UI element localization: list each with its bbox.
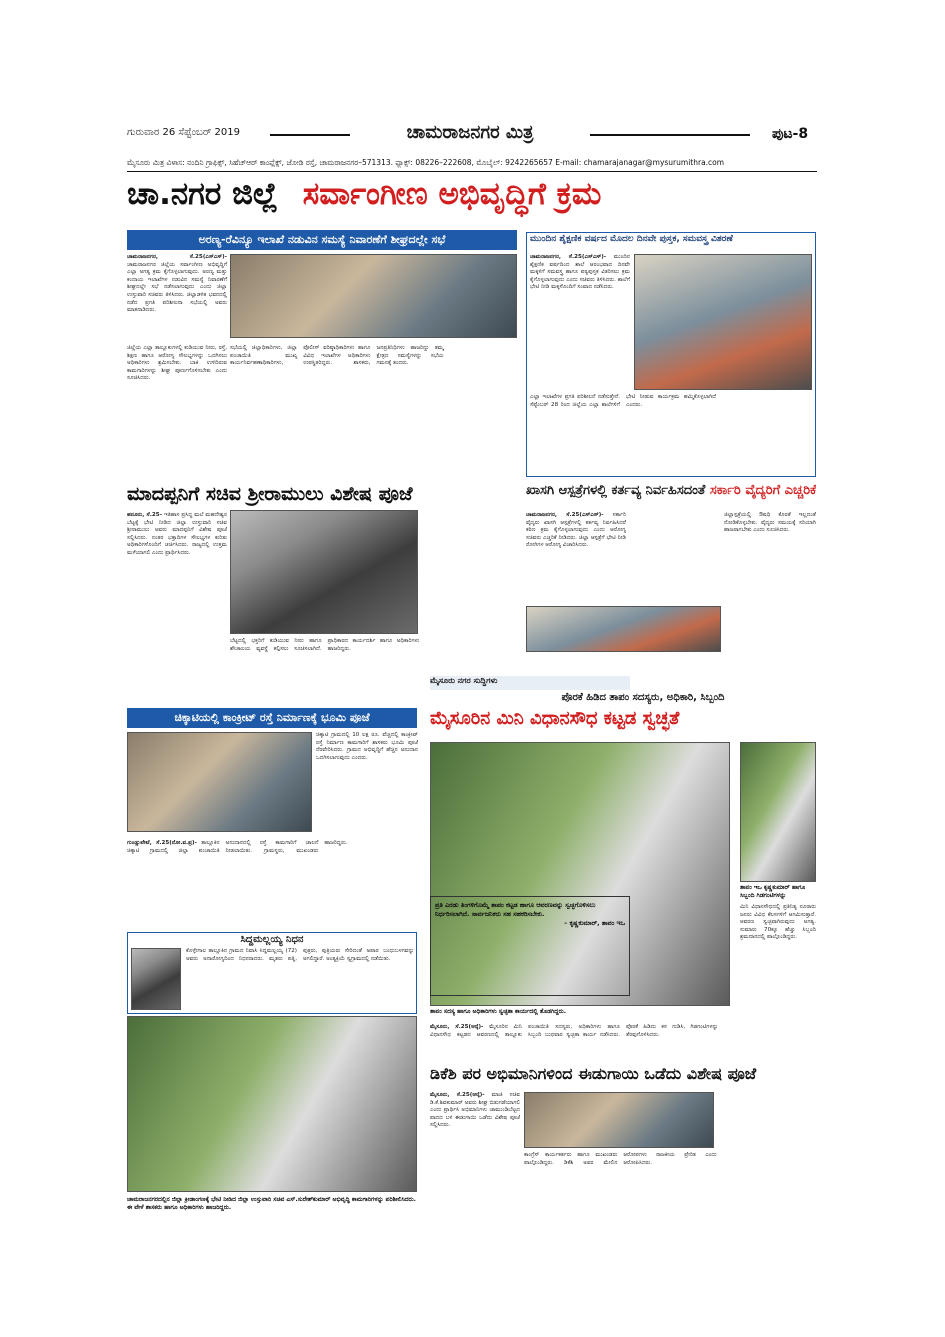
- mysuru-quote-author: – ಕೃಷ್ಣಕುಮಾರ್, ತಾಪಂ ಇಒ: [564, 919, 625, 927]
- story2-body: [530, 254, 630, 390]
- story2-body2: ಎಲ್ಲಾ ಇಲಾಖೆಗಳ ಪ್ರಗತಿ ಪರಿಶೀಲನೆ ನಡೆಸುತ್ತೇನೆ. ಸೆಪ್ಟೆಂಬರ್ 28 ರಿಂದ ಜಿಲ್ಲೆಯ ಎಲ್ಲಾ ಶಾಲೆಗಳಿಗೆ ಭೇಟಿ ನೀಡುವ ಕಾರ್ಯಕ್ರಮ ಹಮ್ಮಿಕೊಳ್ಳಲಾಗಿದೆ ಎಂದರು.: [530, 394, 716, 408]
- masthead-rule-left: [270, 134, 350, 136]
- story3-body2: ಬೆಟ್ಟದಲ್ಲಿ ಭಕ್ತರಿಗೆ ಕುಡಿಯುವ ನೀರು ಹಾಗೂ ಶೌಚಾಲಯ ವ್ಯವಸ್ಥೆ ಕಲ್ಪಿಸಲು ಸೂಚಿಸಲಾಗಿದೆ. ಪ್ರಾಧಿಕಾರದ ಕಾರ್ಯದರ್ಶಿ ಹಾಗೂ ಅಧಿಕಾರಿಗಳು ಹಾಜರಿದ್ದರು.: [230, 638, 420, 652]
- story1-dateline: ಚಾಮರಾಜನಗರ, ಸೆ.25(ಎಸ್‍ಎಸ್)-: [127, 254, 227, 260]
- story5-body2: [127, 840, 417, 930]
- story3-photo: [230, 510, 418, 634]
- story5-headline: ಚಿಕ್ಕಾಟಿಯಲ್ಲಿ ಕಾಂಕ್ರೀಟ್ ರಸ್ತೆ ನಿರ್ಮಾಣಕ್ಕೆ ಭೂಮಿ ಪೂಜೆ: [127, 708, 417, 728]
- story7-body-text: ಮಾಜಿ ಸಚಿವ ಡಿ.ಕೆ.ಶಿವಕುಮಾರ್ ಅವರು ಶೀಘ್ರ ಬಿಡುಗಡೆಯಾಗಲಿ ಎಂದು ಪ್ರಾರ್ಥಿಸಿ ಅಭಿಮಾನಿಗಳು ಚಾಮುಂಡಿಬೆಟ್ಟದ ಪಾದದ ಬಳಿ ಈಡುಗಾಯಿ ಒಡೆದು ವಿಶೇಷ ಪೂಜೆ ಸಲ್ಲಿಸಿದರು.: [430, 1092, 520, 1129]
- story5-photo: [127, 732, 312, 832]
- story2-photo: [634, 254, 812, 390]
- mysuru-quote: [430, 896, 630, 996]
- info-rule: [127, 171, 817, 172]
- mysuru-caption-left: ತಾಪಂ ಸದಸ್ಯ ಹಾಗೂ ಅಧಿಕಾರಿಗಳು ಸ್ವಚ್ಛತಾ ಕಾರ್ಯದಲ್ಲಿ ತೊಡಗಿದ್ದರು.: [430, 1008, 567, 1015]
- story4-body: [526, 512, 626, 602]
- story1-headline: ಅರಣ್ಯ-ರೆವಿನ್ಯೂ ಇಲಾಖೆ ನಡುವಿನ ಸಮಸ್ಯೆ ನಿವಾರಣೆಗೆ ಶೀಘ್ರದಲ್ಲೇ ಸಭೆ: [127, 230, 517, 250]
- paper-name: ಚಾಮರಾಜನಗರ ಮಿತ್ರ: [406, 122, 534, 143]
- page-label: ಪುಟ-8: [772, 126, 809, 142]
- story4-headline-red: ಸರ್ಕಾರಿ ವೈದ್ಯರಿಗೆ ಎಚ್ಚರಿಕೆ: [709, 483, 816, 498]
- story5-body: ಚಿಕ್ಕಾಟಿ ಗ್ರಾಮದಲ್ಲಿ 10 ಲಕ್ಷ ರೂ. ವೆಚ್ಚದಲ್ಲಿ ಕಾಂಕ್ರೀಟ್ ರಸ್ತೆ ನಿರ್ಮಾಣ ಕಾಮಗಾರಿಗೆ ಶಾಸಕರು ಭೂಮಿ ಪೂಜೆ ನೆರವೇರಿಸಿದರು. ಗ್ರಾಮದ ಅಭಿವೃದ್ಧಿಗೆ ಹೆಚ್ಚಿನ ಅನುದಾನ ಒದಗಿಸಲಾಗುವುದು ಎಂದರು.: [316, 732, 418, 761]
- story3-body: [127, 512, 227, 702]
- story1-body2: ಜಿಲ್ಲೆಯ ಎಲ್ಲಾ ತಾಲ್ಲೂಕುಗಳಲ್ಲಿ ಕುಡಿಯುವ ನೀರು, ರಸ್ತೆ, ಶಿಕ್ಷಣ ಹಾಗೂ ಆರೋಗ್ಯ ಸೌಲಭ್ಯಗಳನ್ನು ಒದಗಿಸಲು ಅಧಿಕಾರಿಗಳು ಶ್ರಮಿಸಬೇಕು. ಬಾಕಿ ಉಳಿದಿರುವ ಕಾಮಗಾರಿಗಳನ್ನು ಶೀಘ್ರ ಪೂರ್ಣಗೊಳಿಸಬೇಕು ಎಂದು ಸೂಚಿಸಿದರು.: [127, 345, 227, 382]
- story7-dateline: ಮೈಸೂರು, ಸೆ.25(ಆರ್‍ಕೆ)-: [430, 1092, 485, 1098]
- story4-photo: [526, 606, 721, 652]
- lead-headline: [127, 176, 817, 220]
- story3-body-text: ಇತಿಹಾಸ ಪ್ರಸಿದ್ಧ ಮಲೆ ಮಹದೇಶ್ವರ ಬೆಟ್ಟಕ್ಕೆ ಭೇಟಿ ನೀಡಿದ ಜಿಲ್ಲಾ ಉಸ್ತುವಾರಿ ಸಚಿವ ಶ್ರೀರಾಮುಲು ಅವರು ಮಾದಪ್ಪನಿಗೆ ವಿಶೇಷ ಪೂಜೆ ಸಲ್ಲಿಸಿದರು. ನಂತರ ಭಕ್ತಾದಿಗಳ ಸೌಲಭ್ಯಗಳ ಕುರಿತು ಅಧಿಕಾರಿಗಳೊಂದಿಗೆ ಚರ್ಚಿಸಿದರು. ರಾಜ್ಯದಲ್ಲಿ ಉತ್ತಮ ಮಳೆಯಾಗಲಿ ಎಂದು ಪ್ರಾರ್ಥಿಸಿದರು.: [127, 512, 227, 556]
- story4-headline-black: ಖಾಸಗಿ ಆಸ್ಪತ್ರೆಗಳಲ್ಲಿ ಕರ್ತವ್ಯ ನಿರ್ವಹಿಸದಂತೆ: [526, 483, 706, 498]
- bottom-left-caption: ಚಾಮರಾಜನಗರದಲ್ಲಿನ ಜಿಲ್ಲಾ ಕ್ರೀಡಾಂಗಣಕ್ಕೆ ಭೇಟಿ ನೀಡಿದ ಜಿಲ್ಲಾ ಉಸ್ತುವಾರಿ ಸಚಿವ ಎಸ್.ಸುರೇಶ್‍ಕುಮಾರ್ ಅಭಿವೃದ್ಧಿ ಕಾಮಗಾರಿಗಳನ್ನು ಪರಿಶೀಲಿಸಿದರು. ಈ ವೇಳೆ ಶಾಸಕರು ಹಾಗೂ ಅಧಿಕಾರಿಗಳು ಹಾಜರಿದ್ದರು.: [127, 1196, 416, 1211]
- mysuru-dateline: ಮೈಸೂರು, ಸೆ.25(ಆರ್‍ಕೆ)-: [430, 1024, 484, 1030]
- mysuru-body2: ಮಿನಿ ವಿಧಾನಸೌಧದಲ್ಲಿ ಪ್ರತಿನಿತ್ಯ ನೂರಾರು ಜನರು ವಿವಿಧ ಕೆಲಸಗಳಿಗೆ ಆಗಮಿಸುತ್ತಾರೆ. ಆವರಣ ಸ್ವಚ್ಛವಾಗಿರುವುದು ಅಗತ್ಯ. ಸುಮಾರು 70ಕ್ಕೂ ಹೆಚ್ಚು ಸಿಬ್ಬಂದಿ ಶ್ರಮದಾನದಲ್ಲಿ ಪಾಲ್ಗೊಂಡಿದ್ದರು.: [740, 904, 816, 941]
- mysuru-body-text: ಮೈಸೂರಿನ ಮಿನಿ ವಿಧಾನಸೌಧ ಕಟ್ಟಡದ ಆವರಣದಲ್ಲಿ ತಾಲ್ಲೂಕು ಪಂಚಾಯಿತಿ ಸದಸ್ಯರು, ಅಧಿಕಾರಿಗಳು ಹಾಗೂ ಸಿಬ್ಬಂದಿ ಬುಧವಾರ ಸ್ವಚ್ಛತಾ ಕಾರ್ಯ ನಡೆಸಿದರು. ಪೊರಕೆ ಹಿಡಿದು ಕಸ ಗುಡಿಸಿ, ಗಿಡಗಂಟಿಗಳನ್ನು ತೆರವುಗೊಳಿಸಿದರು.: [430, 1024, 718, 1038]
- story4-headline: [526, 483, 816, 509]
- story7-body: [430, 1092, 520, 1216]
- story1-body1: ಚಾಮರಾಜನಗರ ಜಿಲ್ಲೆಯ ಸರ್ವಾಂಗೀಣ ಅಭಿವೃದ್ಧಿಗೆ ಎಲ್ಲಾ ಅಗತ್ಯ ಕ್ರಮ ಕೈಗೊಳ್ಳಲಾಗುವುದು. ಅರಣ್ಯ ಮತ್ತು ಕಂದಾಯ ಇಲಾಖೆಗಳ ನಡುವಿನ ಸಮಸ್ಯೆ ನಿವಾರಣೆಗೆ ಶೀಘ್ರದಲ್ಲೇ ಸಭೆ ನಡೆಸಲಾಗುವುದು ಎಂದು ಜಿಲ್ಲಾ ಉಸ್ತುವಾರಿ ಸಚಿವರು ತಿಳಿಸಿದರು. ಜಿಲ್ಲಾಡಳಿತ ಭವನದಲ್ಲಿ ನಡೆದ ಪ್ರಗತಿ ಪರಿಶೀಲನಾ ಸಭೆಯಲ್ಲಿ ಅವರು ಮಾತನಾಡಿದರು.: [127, 261, 227, 314]
- obituary-photo: [131, 948, 181, 1010]
- story2-dateline: ಚಾಮರಾಜನಗರ, ಸೆ.25(ಎಸ್‍ಎಸ್)-: [530, 254, 607, 260]
- story2-headline: ಮುಂದಿನ ಶೈಕ್ಷಣಿಕ ವರ್ಷದ ಮೊದಲ ದಿನವೇ ಪುಸ್ತಕ, ಸಮವಸ್ತ್ರ ವಿತರಣೆ: [530, 234, 733, 244]
- mysuru-caption-right: ತಾಪಂ ಇಒ ಕೃಷ್ಣಕುಮಾರ್ ಹಾಗೂ ಸಿಬ್ಬಂದಿ ಗಿಡಗಂಟಿಗಳನ್ನು: [740, 884, 806, 899]
- story4-dateline: ಚಾಮರಾಜನಗರ, ಸೆ.25(ಎಸ್‍ಎಸ್)-: [526, 512, 604, 518]
- story5-dateline: ಗುಂಡ್ಲುಪೇಟೆ, ಸೆ.25(ನೋ.ವ.ಪ್ರ)-: [127, 840, 197, 846]
- story1-photo: [230, 254, 517, 338]
- obituary-title: ಸಿದ್ದಮಲ್ಲಯ್ಯ ನಿಧನ: [240, 934, 304, 945]
- story4-body-text: ಸರ್ಕಾರಿ ವೈದ್ಯರು ಖಾಸಗಿ ಆಸ್ಪತ್ರೆಗಳಲ್ಲಿ ಕರ್ತವ್ಯ ನಿರ್ವಹಿಸಿದರೆ ಕಠಿಣ ಕ್ರಮ ಕೈಗೊಳ್ಳಲಾಗುವುದು ಎಂದು ಆರೋಗ್ಯ ಸಚಿವರು ಎಚ್ಚರಿಕೆ ನೀಡಿದರು. ಜಿಲ್ಲಾ ಆಸ್ಪತ್ರೆಗೆ ಭೇಟಿ ನೀಡಿ ರೋಗಿಗಳ ಆರೋಗ್ಯ ವಿಚಾರಿಸಿದರು.: [526, 512, 626, 549]
- story3-dateline: ಹನೂರು, ಸೆ.25-: [127, 512, 165, 518]
- story7-body2: ಕಾಂಗ್ರೆಸ್ ಕಾರ್ಯಕರ್ತರು ಹಾಗೂ ಮುಖಂಡರು ಪಾಲ್ಗೊಂಡಿದ್ದರು. ಡಿಕೆಶಿ ಅವರ ಮೇಲಿನ ಆರೋಪಗಳು ರಾಜಕೀಯ ಪ್ರೇರಿತ ಎಂದು ಆರೋಪಿಸಿದರು.: [524, 1152, 717, 1166]
- masthead-rule-right: [590, 134, 750, 136]
- mysuru-tag: ಮೈಸೂರು ನಗರ ಸುದ್ದಿಗಳು: [430, 676, 630, 690]
- story2-body-text: ಮುಂದಿನ ಶೈಕ್ಷಣಿಕ ವರ್ಷದಿಂದ ಶಾಲೆ ಆರಂಭವಾದ ದಿನವೇ ಮಕ್ಕಳಿಗೆ ಸಮವಸ್ತ್ರ ಹಾಗೂ ಪಠ್ಯಪುಸ್ತಕ ವಿತರಿಸಲು ಕ್ರಮ ಕೈಗೊಳ್ಳಲಾಗುವುದು ಎಂದು ಸಚಿವರು ತಿಳಿಸಿದರು. ಶಾಲೆಗೆ ಭೇಟಿ ನೀಡಿ ಮಕ್ಕಳೊಂದಿಗೆ ಸಂವಾದ ನಡೆಸಿದರು.: [530, 254, 630, 291]
- lead-headline-black: ಚಾ.ನಗರ ಜಿಲ್ಲೆ: [127, 176, 278, 212]
- obituary-body: ಕೊಳ್ಳೇಗಾಲ ತಾಲ್ಲೂಕಿನ ಗ್ರಾಮದ ನಿವಾಸಿ ಸಿದ್ದಮಲ್ಲಯ್ಯ (72) ಅವರು ಅನಾರೋಗ್ಯದಿಂದ ನಿಧನರಾದರು. ಮೃತರು ಪತ್ನಿ, ಪುತ್ರರು, ಪುತ್ರಿಯರು ಸೇರಿದಂತೆ ಅಪಾರ ಬಂಧುಬಳಗವನ್ನು ಅಗಲಿದ್ದಾರೆ. ಅಂತ್ಯಕ್ರಿಯೆ ಸ್ವಗ್ರಾಮದಲ್ಲಿ ನಡೆಯಿತು.: [186, 948, 414, 962]
- mysuru-photo-right: [740, 742, 816, 882]
- story5-body2-text: ತಾಲ್ಲೂಕಿನ ಚಿಕ್ಕಾಟಿ ಗ್ರಾಮದಲ್ಲಿ ಜಿಲ್ಲಾ ಪಂಚಾಯಿತಿ ಅನುದಾನದಲ್ಲಿ ರಸ್ತೆ ಕಾಮಗಾರಿಗೆ ಚಾಲನೆ ನೀಡಲಾಯಿತು. ಗ್ರಾಮಸ್ಥರು, ಮುಖಂಡರು ಹಾಜರಿದ್ದರು.: [127, 840, 348, 854]
- mysuru-body: [430, 1024, 816, 1062]
- story7-photo: [524, 1092, 714, 1148]
- story4-body2: ಜಿಲ್ಲಾಸ್ಪತ್ರೆಯಲ್ಲಿ ಔಷಧಿ ಕೊರತೆ ಇಲ್ಲದಂತೆ ನೋಡಿಕೊಳ್ಳಬೇಕು. ವೈದ್ಯರು ಸಮಯಕ್ಕೆ ಸರಿಯಾಗಿ ಹಾಜರಾಗಬೇಕು ಎಂದು ಸೂಚಿಸಿದರು.: [724, 512, 816, 534]
- mysuru-kicker: ಪೊರಕೆ ಹಿಡಿದ ತಾಪಂ ಸದಸ್ಯರು, ಅಧಿಕಾರಿ, ಸಿಬ್ಬಂದಿ: [561, 692, 725, 703]
- bottom-left-photo: [127, 1016, 417, 1192]
- lead-headline-red: ಸರ್ವಾಂಗೀಣ ಅಭಿವೃದ್ಧಿಗೆ ಕ್ರಮ: [302, 176, 602, 212]
- mysuru-headline: ಮೈಸೂರಿನ ಮಿನಿ ವಿಧಾನಸೌಧ ಕಟ್ಟಡ ಸ್ವಚ್ಛತೆ: [430, 708, 680, 729]
- story7-headline: ಡಿಕೆಶಿ ಪರ ಅಭಿಮಾನಿಗಳಿಂದ ಈಡುಗಾಯಿ ಒಡೆದು ವಿಶೇಷ ಪೂಜೆ: [430, 1064, 757, 1083]
- story1-body3: ಸಭೆಯಲ್ಲಿ ಜಿಲ್ಲಾಧಿಕಾರಿಗಳು, ಜಿಲ್ಲಾ ಪಂಚಾಯಿತಿ ಮುಖ್ಯ ಕಾರ್ಯನಿರ್ವಹಣಾಧಿಕಾರಿಗಳು, ಪೊಲೀಸ್ ವರಿಷ್ಠಾಧಿಕಾರಿಗಳು ಹಾಗೂ ವಿವಿಧ ಇಲಾಖೆಗಳ ಅಧಿಕಾರಿಗಳು ಉಪಸ್ಥಿತರಿದ್ದರು. ಶಾಸಕರು, ಜನಪ್ರತಿನಿಧಿಗಳು ಹಾಜರಿದ್ದು ತಮ್ಮ ಕ್ಷೇತ್ರದ ಸಮಸ್ಯೆಗಳನ್ನು ಸಭೆಯ ಗಮನಕ್ಕೆ ತಂದರು.: [230, 345, 444, 367]
- story3-headline: ಮಾದಪ್ಪನಿಗೆ ಸಚಿವ ಶ್ರೀರಾಮುಲು ವಿಶೇಷ ಪೂಜೆ: [127, 483, 413, 505]
- issue-date: ಗುರುವಾರ 26 ಸೆಪ್ಟೆಂಬರ್ 2019: [127, 127, 240, 138]
- mysuru-quote-text: ಪ್ರತಿ ಎರಡು ತಿಂಗಳಿಗೊಮ್ಮೆ ತಾಪಂ ಕಟ್ಟಡ ಹಾಗೂ ಆವರಣವನ್ನು ಸ್ವಚ್ಛಗೊಳಿಸಲು ನಿರ್ಧರಿಸಲಾಗಿದೆ. ಸಾರ್ವಜನಿಕರು ಸಹ ಸಹಕರಿಸಬೇಕು.: [435, 901, 596, 918]
- info-line: ಮೈಸೂರು ಮಿತ್ರ ವಿಳಾಸ: ನಂದಿನಿ ಗ್ರಾಫಿಕ್ಸ್, ಸಿಹೆಚ್‍ಆರ್ ಕಾಂಪ್ಲೆಕ್ಸ್, ಜೋಡಿ ರಸ್ತೆ, ಚಾಮರಾಜನಗರ–571313. ಫ್ಯಾಕ್ಸ್: 08226–222608, ಮೊಬೈಲ್: 9242265657 E-mail: chamarajanagar@mysurumithra.com: [127, 158, 725, 167]
